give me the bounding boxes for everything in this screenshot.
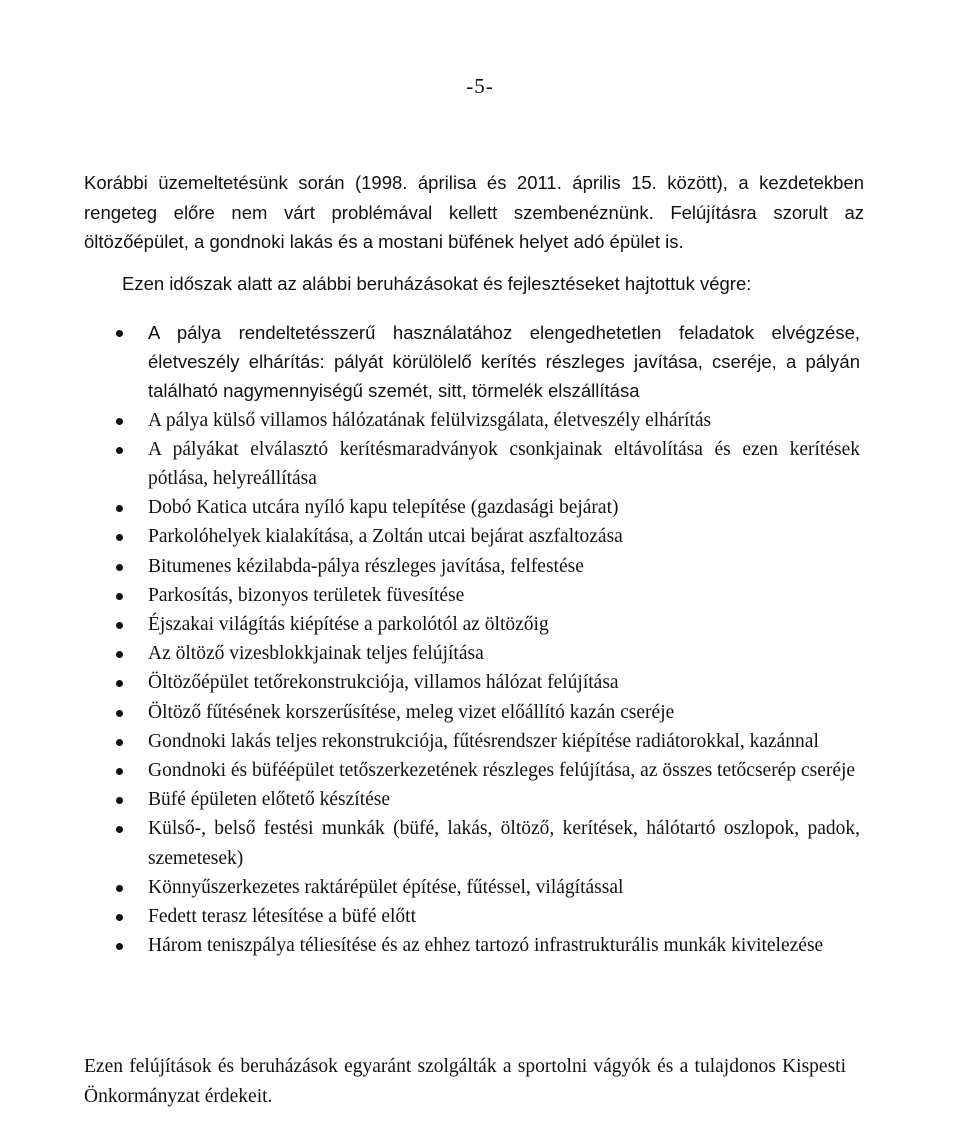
list-item: Öltöző fűtésének korszerűsítése, meleg vizet előállító kazán cseréje [112, 698, 860, 727]
investment-list [112, 318, 860, 960]
list-item: Könnyűszerkezetes raktárépület építése, fűtéssel, világítással [112, 873, 860, 902]
list-item: Az öltöző vizesblokkjainak teljes felújítása [112, 639, 860, 668]
list-item: Gondnoki és büféépület tetőszerkezetének részleges felújítása, az összes tetőcserép cseréje [112, 756, 860, 785]
closing-paragraph: Ezen felújítások és beruházások egyaránt szolgálták a sportolni vágyók és a tulajdonos Kispesti Önkormányzat érdekeit. [84, 1056, 846, 1107]
list-item: A pálya külső villamos hálózatának felülvizsgálata, életveszély elhárítás [112, 406, 860, 435]
list-item: Parkosítás, bizonyos területek füvesítése [112, 581, 860, 610]
list-item: Külső-, belső festési munkák (büfé, lakás, öltöző, kerítések, hálótartó oszlopok, padok, szemetesek) [112, 814, 860, 872]
list-item: Bitumenes kézilabda-pálya részleges javítása, felfestése [112, 552, 860, 581]
intro-section [84, 168, 864, 257]
list-item: Büfé épületen előtető készítése [112, 785, 860, 814]
page-number: -5- [466, 74, 494, 98]
list-item: Fedett terasz létesítése a büfé előtt [112, 902, 860, 931]
list-item: A pálya rendeltetésszerű használatához elengedhetetlen feladatok elvégzése, életveszély elhárítás: pályát körülölelő kerítés részleges javítása, cseréje, a pályán található nagymennyiségű szemét, sitt, törmelék elszállítása [112, 318, 860, 406]
list-item: A pályákat elválasztó kerítésmaradványok csonkjainak eltávolítása és ezen kerítések pótlása, helyreállítása [112, 435, 860, 493]
list-item: Parkolóhelyek kialakítása, a Zoltán utcai bejárat aszfaltozása [112, 522, 860, 551]
list-item: Három teniszpálya téliesítése és az ehhez tartozó infrastrukturális munkák kivitelezése [112, 931, 860, 960]
intro-paragraph: Korábbi üzemeltetésünk során (1998. áprilisa és 2011. április 15. között), a kezdetekben rengeteg előre nem várt problémával kellett szembenéznünk. Felújításra szorult az öltözőépület, a gondnoki lakás és a mostani büfének helyet adó épület is. [84, 172, 864, 252]
closing-section [84, 1052, 846, 1112]
list-lead-sentence: Ezen időszak alatt az alábbi beruházásokat és fejlesztéseket hajtottuk végre: [122, 273, 752, 294]
list-item: Éjszakai világítás kiépítése a parkolótól az öltözőig [112, 610, 860, 639]
list-item: Dobó Katica utcára nyíló kapu telepítése (gazdasági bejárat) [112, 493, 860, 522]
list-item: Öltözőépület tetőrekonstrukciója, villamos hálózat felújítása [112, 668, 860, 697]
list-item: Gondnoki lakás teljes rekonstrukciója, fűtésrendszer kiépítése radiátorokkal, kazánnal [112, 727, 860, 756]
